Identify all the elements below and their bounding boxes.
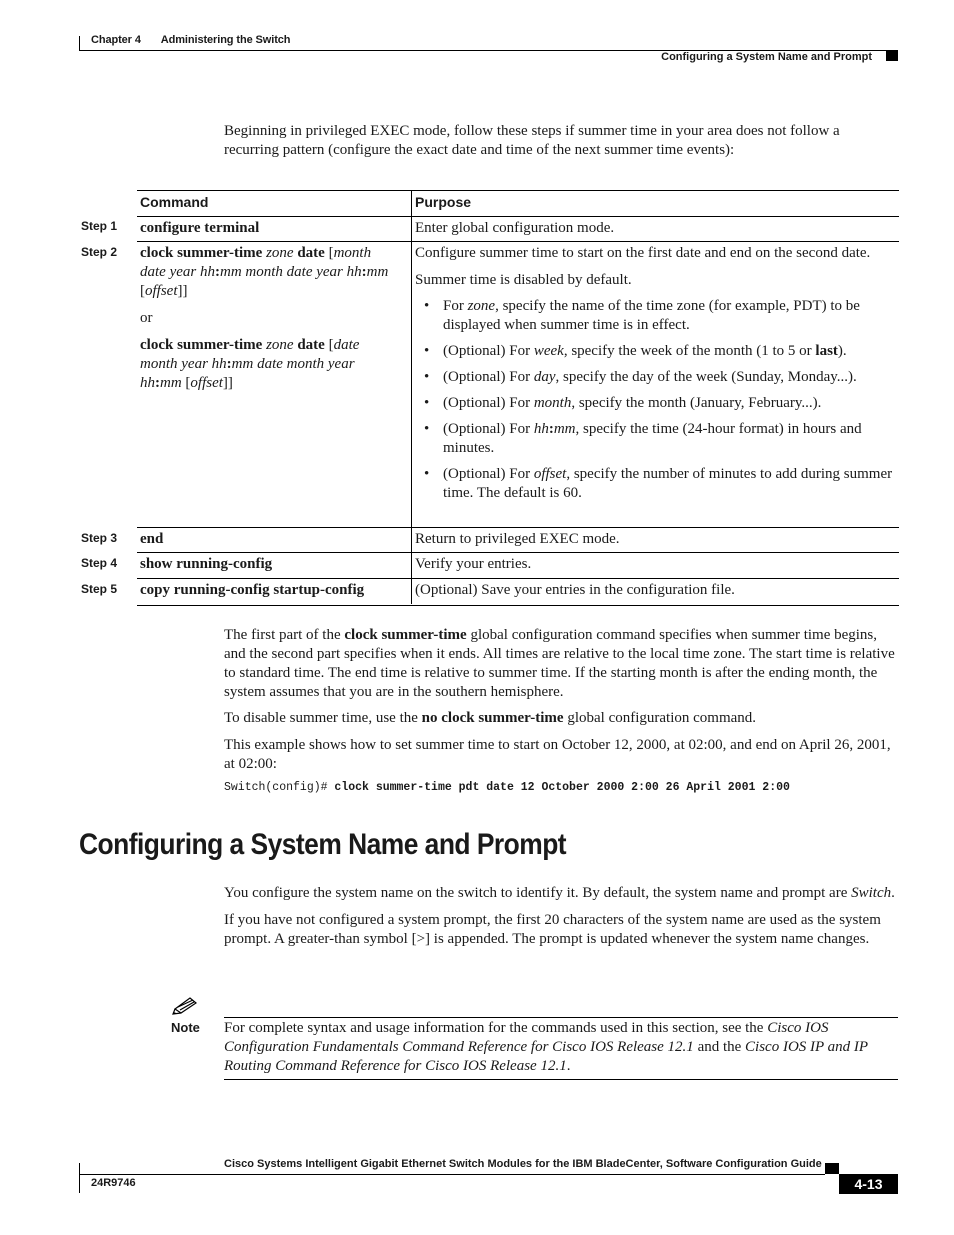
- list-item: • (Optional) For month, specify the month (January, February...).: [415, 394, 895, 413]
- step-label: Step 5: [81, 582, 118, 596]
- footer-marker: [825, 1163, 839, 1174]
- step-label: Step 2: [81, 245, 118, 259]
- purpose-default-note: Summer time is disabled by default.: [415, 272, 632, 288]
- note-reference: Cisco IOS IP and IP Routing Command Reference for Cisco IOS Release 12.1: [224, 1039, 868, 1074]
- list-item: • For zone, specify the name of the time zone (for example, PDT) to be displayed when summer time is in effect.: [415, 297, 895, 335]
- note-rule-bottom: [224, 1079, 898, 1080]
- disable-paragraph: To disable summer time, use the no clock summer-time global configuration command.: [224, 710, 757, 726]
- purpose-text: Verify your entries.: [415, 556, 532, 572]
- intro-paragraph: Beginning in privileged EXEC mode, follow these steps if summer time in your area does not follow a recurring pattern (configure the exact date and time of the next summer time events):: [224, 123, 840, 158]
- note-label: Note: [171, 1020, 200, 1035]
- list-item: • (Optional) For day, specify the day of the week (Sunday, Monday...).: [415, 368, 895, 387]
- list-item: • (Optional) For hh:mm, specify the time (24-hour format) in hours and minutes.: [415, 420, 895, 458]
- note-rule-top: [224, 1017, 898, 1018]
- command-text: show running-config: [140, 556, 273, 572]
- step-label: Step 3: [81, 531, 118, 545]
- code-command: clock summer-time pdt date 12 October 2000 2:00 26 April 2001 2:00: [334, 781, 790, 794]
- pencil-note-icon: [172, 995, 200, 1015]
- purpose-text: Enter global configuration mode.: [415, 220, 615, 236]
- code-example: [224, 781, 790, 794]
- command-cell: [140, 244, 405, 393]
- step-label: Step 4: [81, 556, 118, 570]
- code-prompt: Switch(config)#: [224, 781, 335, 794]
- header-left-bar: [79, 36, 80, 51]
- header-marker: [886, 51, 898, 61]
- example-intro: This example shows how to set summer time to start on October 12, 2000, at 02:00, and end on April 26, 2001, at 02:00:: [224, 737, 891, 772]
- column-header-purpose: Purpose: [415, 194, 472, 210]
- page-number: 4-13: [839, 1174, 898, 1194]
- list-item: • (Optional) For offset, specify the number of minutes to add during summer time. The default is 60.: [415, 465, 895, 503]
- table-row: [137, 241, 899, 527]
- header-chapter-title: Administering the Switch: [160, 34, 291, 46]
- command-text: configure terminal: [140, 220, 260, 236]
- command-text: end: [140, 531, 164, 547]
- or-separator: or: [140, 310, 153, 326]
- command-syntax-1: clock summer-time zone date [month date year hh:mm month date year hh:mm [offset]]: [140, 245, 389, 299]
- purpose-text: Configure summer time to start on the first date and end on the second date.: [415, 245, 871, 261]
- purpose-text: (Optional) Save your entries in the configuration file.: [415, 582, 735, 598]
- note-reference: Cisco IOS Configuration Fundamentals Command Reference for Cisco IOS Release 12.1: [224, 1020, 829, 1055]
- footer-doc-number: 24R9746: [91, 1177, 136, 1189]
- footer-rule: [79, 1174, 825, 1175]
- table-row: [137, 216, 899, 242]
- table-row: [137, 552, 899, 579]
- summer-time-explanation: The first part of the clock summer-time global configuration command specifies when summer time begins, and the second part specifies when it ends. All times are relative to the local time zone. The start time is relative to standard time. The end time is relative to summer time. If the starting month is after the ending month, the system assumes that you are in the southern hemisphere. To disable summer time, use the no clock summer-time global configuration command. This example shows how to set summer time to start on October 12, 2000, at 02:00, and end on April 26, 2001, at 02:00:: [224, 626, 898, 774]
- table-row: [137, 578, 899, 606]
- note-text: For complete syntax and usage information for the commands used in this section, see the Cisco IOS Configuration Fundamentals Command Reference for Cisco IOS Release 12.1 and the Cisco IOS IP and IP Routing Command Reference for Cisco IOS Release 12.1.: [224, 1020, 868, 1074]
- system-name-paragraphs: You configure the system name on the switch to identify it. By default, the system name and prompt are Switch. If you have not configured a system prompt, the first 20 characters of the system name are used as the system prompt. A greater-than symbol [>] is appended. The prompt is updated whenever the system name changes.: [224, 885, 895, 947]
- column-header-command: Command: [140, 194, 209, 210]
- header-section-title: Configuring a System Name and Prompt: [661, 51, 872, 63]
- table-header-row: [137, 190, 899, 217]
- section-heading: Configuring a System Name and Prompt: [79, 828, 567, 861]
- table-row: [137, 527, 899, 553]
- step-label: Step 1: [81, 219, 118, 233]
- purpose-cell: [415, 244, 895, 510]
- footer-left-bar: [79, 1163, 80, 1193]
- header-chapter-number: Chapter 4: [91, 34, 141, 46]
- command-text: copy running-config startup-config: [140, 582, 365, 598]
- header-chapter: [91, 34, 290, 46]
- footer-title: Cisco Systems Intelligent Gigabit Ethernet Switch Modules for the IBM BladeCenter, Software Configuration Guide: [224, 1158, 822, 1170]
- list-item: • (Optional) For week, specify the week of the month (1 to 5 or last).: [415, 342, 895, 361]
- command-syntax-2: clock summer-time zone date [date month year hh:mm date month year hh:mm [offset]]: [140, 337, 360, 391]
- purpose-text: Return to privileged EXEC mode.: [415, 531, 620, 547]
